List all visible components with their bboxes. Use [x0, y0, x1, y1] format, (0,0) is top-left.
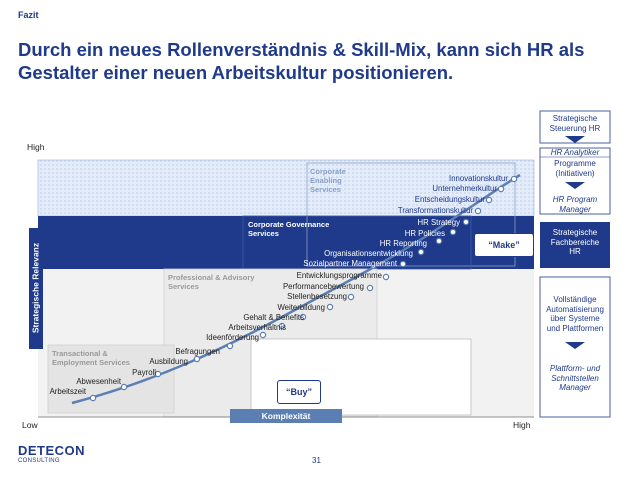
curve-label-entscheidungskultur: Entscheidungskultur — [414, 195, 485, 204]
y-axis-label-box — [29, 228, 43, 349]
y-axis-label: Strategische Relevanz — [30, 242, 41, 334]
sidebar-strategische-steuerung: Strategische Steuerung HR — [549, 114, 601, 133]
curve-label-weiterbildung: Weiterbildung — [277, 303, 325, 312]
curve-label-hr-reporting: HR Reporting — [379, 239, 427, 248]
x-axis-label: Komplexität — [230, 409, 342, 423]
arrow-down-icon — [565, 136, 585, 143]
x-high-label: High — [513, 420, 531, 430]
curve-label-entwicklungsprogramme: Entwicklungsprogramme — [296, 271, 382, 280]
sidebar-strategische-fachbereiche: Strategische Fachbereiche HR — [550, 228, 600, 256]
curve-label-performancebewertung: Performancebewertung — [282, 282, 364, 291]
page-number: 31 — [312, 456, 321, 465]
curve-label-hr-policies: HR Policies — [404, 229, 445, 238]
detecon-logo-sub: CONSULTING — [18, 458, 60, 464]
curve-label-arbeitszeit: Arbeitszeit — [49, 387, 86, 396]
band-label-professional: Professional & Advisory Services — [168, 273, 255, 291]
curve-label-payroll: Payroll — [132, 368, 156, 377]
curve-label-befragungen: Befragungen — [175, 347, 220, 356]
detecon-logo: DETECON — [18, 443, 86, 458]
arrow-down-icon — [565, 342, 585, 349]
curve-label-innovationskultur: Innovationskultur — [449, 174, 508, 183]
section-label: Fazit — [18, 10, 39, 20]
make-label: “Make” — [474, 233, 534, 257]
curve-label-stellenbesetzung: Stellenbesetzung — [287, 292, 347, 301]
sidebar-hr-analytiker: HR Analytiker — [550, 148, 600, 157]
curve-label-organisationsentwicklung: Organisationsentwicklung — [324, 249, 413, 258]
curve-label-abwesenheit: Abwesenheit — [76, 377, 121, 386]
x-low-label: Low — [22, 420, 38, 430]
curve-label-arbeitsverhaeltnis: Arbeitsverhältnis — [228, 323, 286, 332]
sidebar-hr-program-manager: HR Program Manager — [552, 195, 598, 214]
band-label-governance: Corporate Governance Services — [248, 220, 330, 238]
curve-label-gehalt-benefits: Gehalt & Benefits — [243, 313, 304, 322]
arrow-down-icon — [565, 182, 585, 189]
sidebar-plattform-manager: Plattform- und Schnittstellen Manager — [549, 364, 601, 392]
curve-label-ideenfoerderung: Ideenförderung — [206, 333, 259, 342]
y-high-label: High — [27, 142, 45, 152]
sidebar-automatisierung: Vollständige Automatisierung über Systeme und Plattformen — [546, 295, 604, 333]
buy-label: “Buy” — [277, 380, 321, 404]
curve-label-hr-strategy: HR Strategy — [417, 218, 460, 227]
curve-label-unternehmerkultur: Unternehmerkultur — [432, 184, 497, 193]
curve-label-transformationskultur: Transformationskultur — [397, 206, 473, 215]
sidebar-programme: Programme (Initiativen) — [554, 159, 596, 178]
band-label-transactional: Transactional & Employment Services — [52, 349, 130, 367]
page-title: Durch ein neues Rollenverständnis & Skill-Mix, kann sich HR als Gestalter einer neuen Arbeitskultur positionieren. — [18, 39, 585, 83]
band-label-enabling: Corporate Enabling Services — [310, 167, 346, 194]
curve-label-ausbildung: Ausbildung — [149, 357, 188, 366]
curve-label-sozialpartner-management: Sozialpartner Management — [303, 259, 397, 268]
